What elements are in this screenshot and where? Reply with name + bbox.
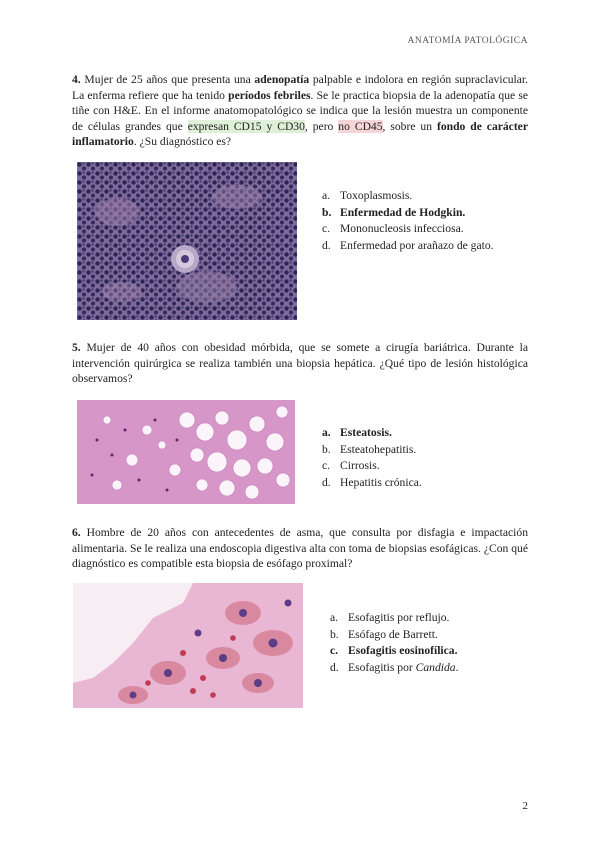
option-a[interactable] [322,425,422,442]
option-c[interactable] [322,458,422,475]
keyword: fondo de carácter inflamatorio [72,119,528,148]
keyword: adenopatía [254,73,310,86]
option-c[interactable] [322,221,494,238]
option-b[interactable] [322,205,494,222]
option-d[interactable] [322,475,422,492]
question-5 [72,340,528,387]
option-text: Enfermedad de Hodgkin. [340,205,466,219]
option-text-end: . [455,660,459,674]
option-a[interactable] [322,188,494,205]
question-text: Mujer de 25 años que presenta una [80,73,255,86]
option-b[interactable] [322,442,422,459]
option-letter: a. [322,189,331,202]
question-4 [72,72,528,150]
option-text-italic: Candida [415,660,456,674]
option-text: Esofagitis eosinofílica. [348,644,458,657]
option-letter: c. [322,459,331,472]
option-d[interactable] [330,660,458,677]
option-text: Esofagitis por reflujo. [348,611,450,624]
option-d[interactable] [322,238,494,255]
option-letter: b. [330,627,339,641]
options-q5 [322,425,422,491]
option-letter: c. [330,644,339,657]
question-text: , sobre un [382,119,437,133]
option-letter: a. [330,611,339,624]
option-a[interactable] [330,610,458,627]
question-text: , pero [304,119,339,133]
question-number: 4. [72,73,81,86]
option-text: Hepatitis crónica. [340,475,422,489]
option-b[interactable] [330,627,458,644]
page-number: 2 [522,800,528,812]
option-c[interactable] [330,643,458,660]
option-letter: b. [322,442,331,456]
page-header: ANATOMÍA PATOLÓGICA [407,36,528,46]
option-letter: c. [322,222,331,235]
histology-image-esophagus [73,583,303,708]
question-text: Mujer de 40 años con obesidad mórbida, que se somete a cirugía bariátrica. Durante la intervención quirúrgica se realiza también una biopsia hepática. ¿Qué tipo de lesión histológica observamos? [72,341,528,385]
question-text: Hombre de 20 años con antecedentes de asma, que consulta por disfagia e impactación alimentaria. Se le realiza una endoscopia digestiva alta con toma de biopsias esofágicas. ¿Con qué diagnóstico es compatible esta biopsia de esófago proximal? [72,526,528,570]
option-text: Toxoplasmosis. [340,189,413,202]
question-6 [72,525,528,572]
question-number: 5. [72,341,81,354]
question-text: . Se le practica biopsia de la adenopatía que se tiñe con H&E. En el informe anatomopatológico se indica que la lesión muestra un componente de células grandes que [72,88,528,133]
option-text: Esófago de Barrett. [348,627,438,641]
option-letter: d. [330,660,339,674]
options-q4 [322,188,494,254]
keyword: períodos febriles [228,88,311,102]
option-letter: a. [322,426,331,439]
question-text: . ¿Su diagnóstico es? [133,135,232,148]
histology-image-liver [77,400,295,504]
highlight-green: expresan CD15 y CD30 [187,119,305,133]
option-text: Cirrosis. [340,459,380,472]
option-text: Esofagitis por [348,660,416,674]
option-text: Enfermedad por arañazo de gato. [340,238,494,252]
options-q6 [330,610,458,676]
option-text: Esteatohepatitis. [340,442,417,456]
question-text: palpable e indolora en región supraclavicular. La enferma refiere que ha tenido [72,73,528,102]
option-text: Mononucleosis infecciosa. [340,222,464,235]
option-letter: d. [322,238,331,252]
option-text: Esteatosis. [340,426,392,439]
highlight-red: no CD45 [338,119,383,133]
histology-image-lymph-node [77,162,297,320]
option-letter: d. [322,475,331,489]
question-number: 6. [72,526,81,539]
option-letter: b. [322,205,332,219]
